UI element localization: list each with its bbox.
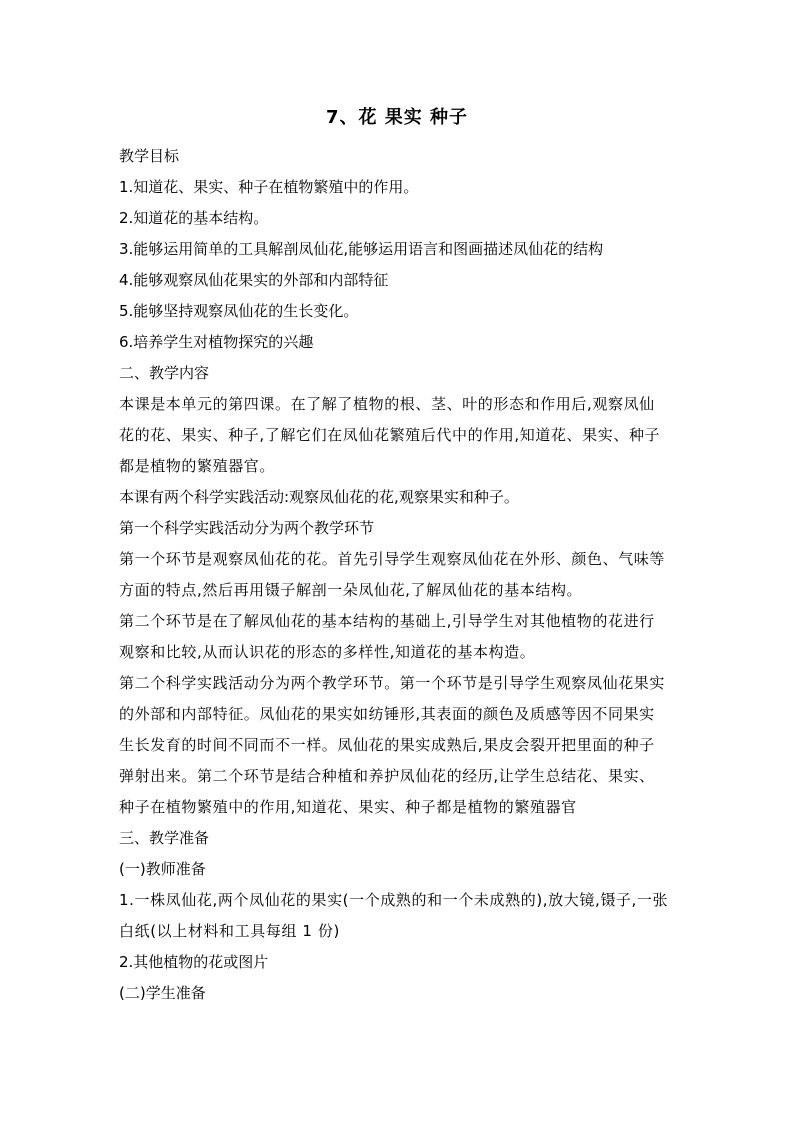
paragraph-line: 第二个科学实践活动分为两个教学环节。第一个环节是引导学生观察凤仙花果实	[119, 674, 666, 692]
document-title: 7、花 果实 种子	[325, 107, 469, 128]
paragraph-activities: 本课有两个科学实践活动:观察凤仙花的花,观察果实和种子。	[119, 488, 519, 506]
goal-item: 3.能够运用简单的工具解剖凤仙花,能够运用语言和图画描述凤仙花的结构	[119, 240, 604, 258]
paragraph-line: 种子在植物繁殖中的作用,知道花、果实、种子都是植物的繁殖器官	[119, 798, 577, 816]
paragraph-lesson-overview	[119, 389, 679, 482]
paragraph-line: 1.一株凤仙花,两个凤仙花的果实(一个成熟的和一个未成熟的),放大镜,镊子,一张	[119, 891, 669, 909]
document-body	[119, 141, 679, 1009]
heading-teaching-preparation: 三、教学准备	[119, 829, 210, 847]
heading-teacher-preparation: (一)教师准备	[119, 860, 206, 878]
goal-item: 1.知道花、果实、种子在植物繁殖中的作用。	[119, 178, 419, 196]
paragraph-line: 花的花、果实、种子,了解它们在凤仙花繁殖后代中的作用,知道花、果实、种子	[119, 426, 661, 444]
goal-item: 5.能够坚持观察凤仙花的生长变化。	[119, 302, 359, 320]
goal-item: 6.培养学生对植物探究的兴趣	[119, 333, 314, 351]
heading-student-preparation: (二)学生准备	[119, 984, 206, 1002]
teacher-prep-other: 2.其他植物的花或图片	[119, 953, 269, 971]
paragraph-line: 的外部和内部特征。凤仙花的果实如纺锤形,其表面的颜色及质感等因不同果实	[119, 705, 655, 723]
paragraph-line: 白纸(以上材料和工具每组 1 份)	[119, 922, 340, 940]
paragraph-line: 第二个环节是在了解凤仙花的基本结构的基础上,引导学生对其他植物的花进行	[119, 612, 655, 630]
goal-item: 4.能够观察凤仙花果实的外部和内部特征	[119, 271, 389, 289]
paragraph-line: 第一个环节是观察凤仙花的花。首先引导学生观察凤仙花在外形、颜色、气味等	[119, 550, 666, 568]
paragraph-line: 都是植物的繁殖器官。	[119, 457, 276, 475]
paragraph-line: 观察和比较,从而认识花的形态的多样性,知道花的基本构造。	[119, 643, 536, 661]
paragraph-second-activity	[119, 668, 679, 823]
paragraph-line: 本课是本单元的第四课。在了解了植物的根、茎、叶的形态和作用后,观察凤仙	[119, 395, 655, 413]
goal-item: 2.知道花的基本结构。	[119, 209, 269, 227]
paragraph-line: 弹射出来。第二个环节是结合种植和养护凤仙花的经历,让学生总结花、果实、	[119, 767, 655, 785]
paragraph-line: 生长发育的时间不同而不一样。凤仙花的果实成熟后,果皮会裂开把里面的种子	[119, 736, 655, 754]
heading-teaching-goals: 教学目标	[119, 147, 180, 165]
paragraph-line: 方面的特点,然后再用镊子解剖一朵凤仙花,了解凤仙花的基本结构。	[119, 581, 583, 599]
paragraph-first-step	[119, 544, 679, 606]
paragraph-second-step	[119, 606, 679, 668]
teacher-prep-materials	[119, 885, 679, 947]
paragraph-first-activity: 第一个科学实践活动分为两个教学环节	[119, 519, 375, 537]
heading-teaching-content: 二、教学内容	[119, 364, 210, 382]
